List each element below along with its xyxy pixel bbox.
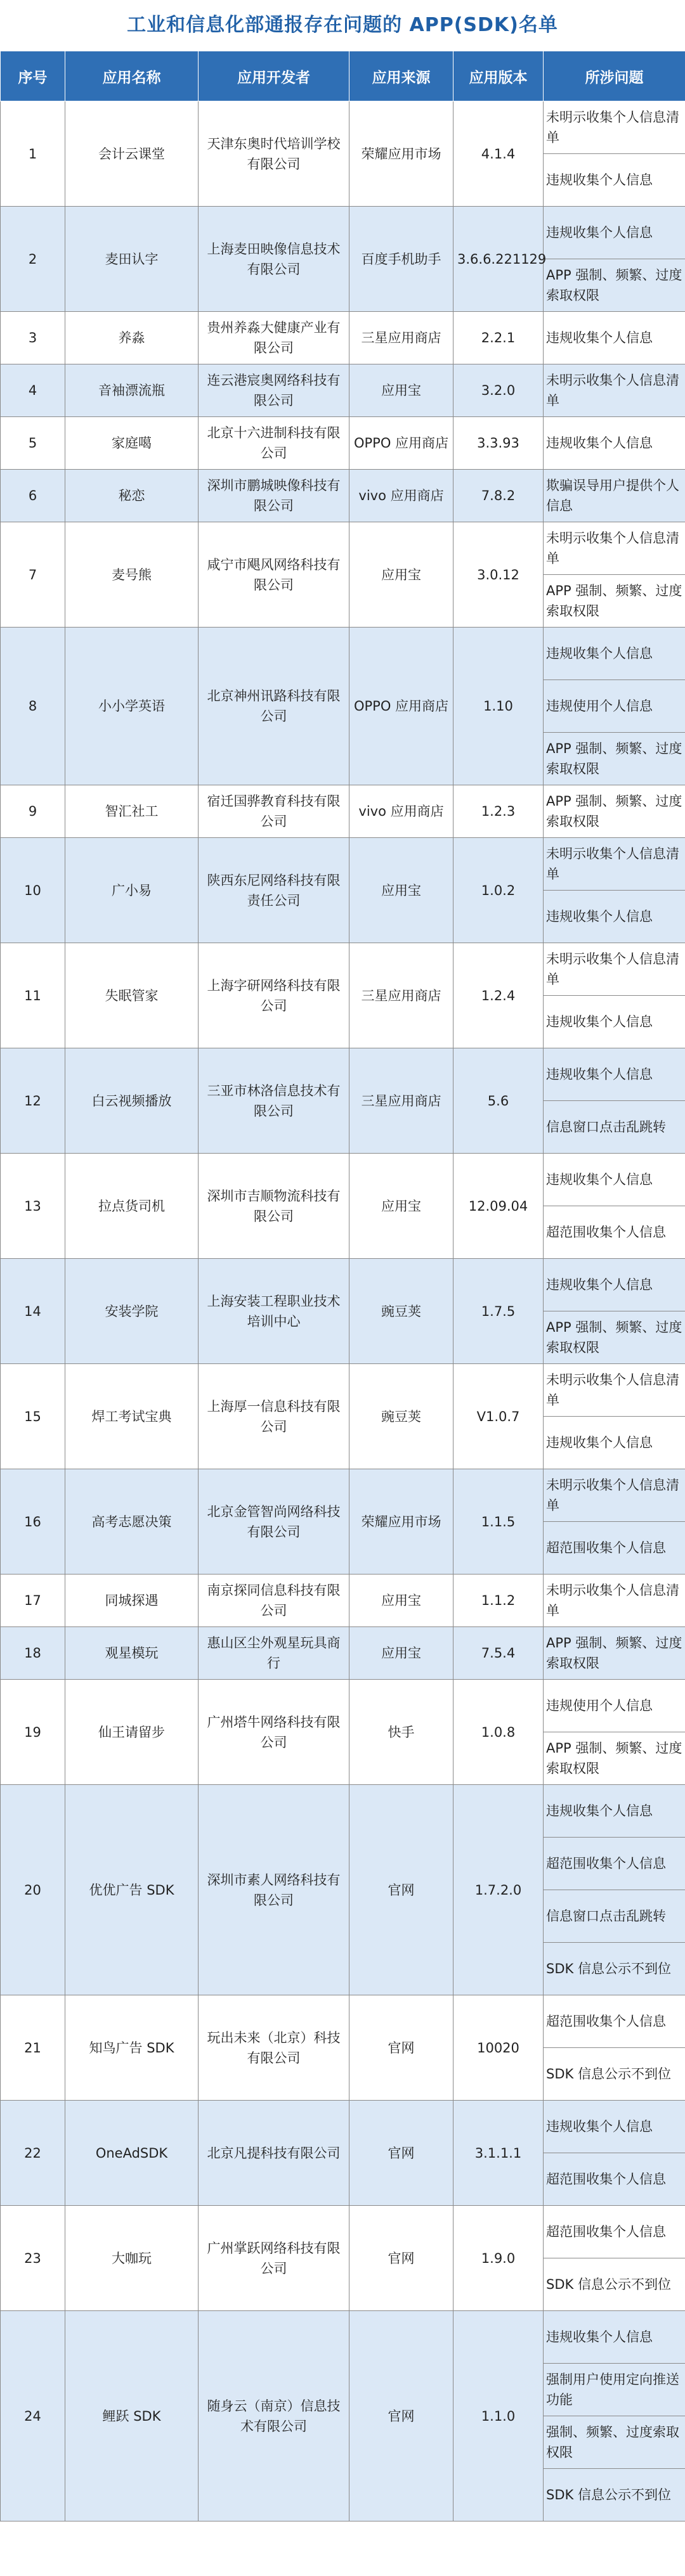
cell-app-name: OneAdSDK	[65, 2101, 199, 2206]
cell-issue: 超范围收集个人信息	[544, 1522, 685, 1575]
cell-app-name: 白云视频播放	[65, 1048, 199, 1154]
cell-app-name: 智汇社工	[65, 785, 199, 838]
cell-issue: 强制用户使用定向推送功能	[544, 2364, 685, 2416]
cell-developer: 上海厚一信息科技有限公司	[199, 1364, 349, 1469]
cell-issue: APP 强制、频繁、过度索取权限	[544, 785, 685, 838]
cell-developer: 随身云（南京）信息技术有限公司	[199, 2311, 349, 2521]
cell-source: 三星应用商店	[349, 1048, 453, 1154]
cell-app-name: 家庭噶	[65, 417, 199, 470]
cell-issue: 违规收集个人信息	[544, 2101, 685, 2153]
cell-app-name: 广小易	[65, 838, 199, 943]
cell-issue: APP 强制、频繁、过度索取权限	[544, 575, 685, 628]
cell-source: 三星应用商店	[349, 943, 453, 1048]
cell-issue: SDK 信息公示不到位	[544, 2048, 685, 2101]
cell-no: 18	[1, 1627, 65, 1680]
table-row	[1, 522, 685, 575]
cell-developer: 惠山区尘外观星玩具商行	[199, 1627, 349, 1680]
cell-developer: 玩出未来（北京）科技有限公司	[199, 1995, 349, 2101]
cell-version: V1.0.7	[453, 1364, 544, 1469]
cell-source: 应用宝	[349, 1154, 453, 1259]
cell-version: 1.10	[453, 628, 544, 785]
cell-issue: 未明示收集个人信息清单	[544, 1469, 685, 1522]
cell-issue: 违规收集个人信息	[544, 1154, 685, 1206]
cell-no: 6	[1, 470, 65, 522]
cell-version: 3.6.6.221129	[453, 207, 544, 312]
cell-version: 1.2.4	[453, 943, 544, 1048]
cell-developer: 三亚市林洛信息技术有限公司	[199, 1048, 349, 1154]
cell-no: 20	[1, 1785, 65, 1995]
cell-source: vivo 应用商店	[349, 785, 453, 838]
cell-app-name: 音袖漂流瓶	[65, 364, 199, 417]
cell-version: 10020	[453, 1995, 544, 2101]
page-title: 工业和信息化部通报存在问题的 APP(SDK)名单	[127, 14, 558, 36]
cell-source: 荣耀应用市场	[349, 101, 453, 207]
cell-issue: 违规收集个人信息	[544, 1417, 685, 1469]
header-version: 应用版本	[453, 51, 544, 101]
cell-no: 8	[1, 628, 65, 785]
cell-source: OPPO 应用商店	[349, 628, 453, 785]
cell-issue: 未明示收集个人信息清单	[544, 838, 685, 891]
cell-app-name: 会计云课堂	[65, 101, 199, 207]
cell-no: 17	[1, 1575, 65, 1627]
cell-developer: 陕西东尼网络科技有限责任公司	[199, 838, 349, 943]
cell-developer: 上海安装工程职业技术培训中心	[199, 1259, 349, 1364]
table-row	[1, 1575, 685, 1627]
cell-issue: 违规收集个人信息	[544, 996, 685, 1048]
cell-developer: 北京十六进制科技有限公司	[199, 417, 349, 470]
cell-no: 24	[1, 2311, 65, 2521]
cell-developer: 贵州养淼大健康产业有限公司	[199, 312, 349, 364]
cell-developer: 北京凡提科技有限公司	[199, 2101, 349, 2206]
cell-developer: 南京探同信息科技有限公司	[199, 1575, 349, 1627]
cell-source: 官网	[349, 1785, 453, 1995]
cell-developer: 宿迁国骅教育科技有限公司	[199, 785, 349, 838]
cell-issue: APP 强制、频繁、过度索取权限	[544, 1311, 685, 1364]
cell-developer: 广州塔牛网络科技有限公司	[199, 1680, 349, 1785]
cell-issue: 违规收集个人信息	[544, 891, 685, 943]
cell-issue: SDK 信息公示不到位	[544, 2469, 685, 2521]
cell-app-name: 同城探遇	[65, 1575, 199, 1627]
cell-no: 1	[1, 101, 65, 207]
cell-issue: SDK 信息公示不到位	[544, 2258, 685, 2311]
cell-no: 7	[1, 522, 65, 628]
cell-version: 7.5.4	[453, 1627, 544, 1680]
header-no: 序号	[1, 51, 65, 101]
table-row	[1, 1785, 685, 1838]
cell-app-name: 鲤跃 SDK	[65, 2311, 199, 2521]
header-app-name: 应用名称	[65, 51, 199, 101]
cell-issue: 超范围收集个人信息	[544, 1206, 685, 1259]
cell-issue: APP 强制、频繁、过度索取权限	[544, 259, 685, 312]
cell-issue: 违规收集个人信息	[544, 154, 685, 207]
cell-version: 3.2.0	[453, 364, 544, 417]
table-row	[1, 101, 685, 154]
cell-developer: 上海麦田映像信息技术有限公司	[199, 207, 349, 312]
cell-no: 9	[1, 785, 65, 838]
cell-app-name: 安装学院	[65, 1259, 199, 1364]
cell-source: 官网	[349, 2311, 453, 2521]
table-row	[1, 838, 685, 891]
table-row	[1, 628, 685, 680]
cell-app-name: 失眠管家	[65, 943, 199, 1048]
cell-developer: 深圳市鹏城映像科技有限公司	[199, 470, 349, 522]
cell-app-name: 高考志愿决策	[65, 1469, 199, 1575]
cell-issue: 未明示收集个人信息清单	[544, 943, 685, 996]
cell-developer: 深圳市吉顺物流科技有限公司	[199, 1154, 349, 1259]
cell-issue: 超范围收集个人信息	[544, 1995, 685, 2048]
app-list-table	[0, 51, 685, 2521]
cell-no: 13	[1, 1154, 65, 1259]
cell-issue: 信息窗口点击乱跳转	[544, 1890, 685, 1943]
cell-no: 14	[1, 1259, 65, 1364]
cell-version: 1.7.5	[453, 1259, 544, 1364]
cell-app-name: 观星模玩	[65, 1627, 199, 1680]
cell-developer: 北京神州讯路科技有限公司	[199, 628, 349, 785]
cell-app-name: 秘恋	[65, 470, 199, 522]
cell-developer: 广州掌跃网络科技有限公司	[199, 2206, 349, 2311]
cell-issue: 欺骗误导用户提供个人信息	[544, 470, 685, 522]
cell-version: 7.8.2	[453, 470, 544, 522]
table-row	[1, 312, 685, 364]
cell-issue: 违规收集个人信息	[544, 207, 685, 259]
cell-source: 荣耀应用市场	[349, 1469, 453, 1575]
cell-version: 4.1.4	[453, 101, 544, 207]
cell-developer: 北京金管智尚网络科技有限公司	[199, 1469, 349, 1575]
cell-version: 1.2.3	[453, 785, 544, 838]
cell-developer: 上海字研网络科技有限公司	[199, 943, 349, 1048]
cell-no: 4	[1, 364, 65, 417]
table-row	[1, 1154, 685, 1206]
header-issues: 所涉问题	[544, 51, 685, 101]
cell-source: vivo 应用商店	[349, 470, 453, 522]
cell-no: 22	[1, 2101, 65, 2206]
cell-no: 3	[1, 312, 65, 364]
cell-source: OPPO 应用商店	[349, 417, 453, 470]
cell-no: 15	[1, 1364, 65, 1469]
cell-issue: 违规收集个人信息	[544, 2311, 685, 2364]
cell-source: 应用宝	[349, 522, 453, 628]
cell-version: 1.0.2	[453, 838, 544, 943]
cell-issue: 违规收集个人信息	[544, 1259, 685, 1311]
table-row	[1, 2206, 685, 2258]
cell-version: 1.1.2	[453, 1575, 544, 1627]
cell-issue: 违规收集个人信息	[544, 1785, 685, 1838]
cell-issue: 违规使用个人信息	[544, 1680, 685, 1732]
table-row	[1, 1364, 685, 1417]
cell-issue: 未明示收集个人信息清单	[544, 1364, 685, 1417]
cell-issue: 未明示收集个人信息清单	[544, 101, 685, 154]
table-row	[1, 417, 685, 470]
cell-developer: 天津东奥时代培训学校有限公司	[199, 101, 349, 207]
cell-no: 16	[1, 1469, 65, 1575]
cell-app-name: 拉点货司机	[65, 1154, 199, 1259]
cell-version: 1.7.2.0	[453, 1785, 544, 1995]
table-row	[1, 1048, 685, 1101]
cell-issue: 未明示收集个人信息清单	[544, 364, 685, 417]
table-row	[1, 1627, 685, 1680]
table-row	[1, 2311, 685, 2364]
cell-no: 12	[1, 1048, 65, 1154]
table-header-row	[1, 51, 685, 101]
cell-no: 10	[1, 838, 65, 943]
cell-app-name: 麦田认字	[65, 207, 199, 312]
table-row	[1, 1469, 685, 1522]
cell-app-name: 仙王请留步	[65, 1680, 199, 1785]
cell-issue: 信息窗口点击乱跳转	[544, 1101, 685, 1154]
cell-source: 三星应用商店	[349, 312, 453, 364]
cell-issue: APP 强制、频繁、过度索取权限	[544, 1627, 685, 1680]
cell-app-name: 焊工考试宝典	[65, 1364, 199, 1469]
cell-no: 19	[1, 1680, 65, 1785]
cell-issue: 违规收集个人信息	[544, 417, 685, 470]
cell-version: 3.3.93	[453, 417, 544, 470]
table-row	[1, 207, 685, 259]
cell-no: 5	[1, 417, 65, 470]
cell-developer: 深圳市素人网络科技有限公司	[199, 1785, 349, 1995]
cell-source: 百度手机助手	[349, 207, 453, 312]
cell-developer: 连云港宸奥网络科技有限公司	[199, 364, 349, 417]
table-row	[1, 785, 685, 838]
cell-no: 21	[1, 1995, 65, 2101]
cell-version: 1.1.0	[453, 2311, 544, 2521]
cell-version: 3.0.12	[453, 522, 544, 628]
cell-version: 1.1.5	[453, 1469, 544, 1575]
table-row	[1, 943, 685, 996]
cell-issue: APP 强制、频繁、过度索取权限	[544, 1732, 685, 1785]
cell-issue: 超范围收集个人信息	[544, 2206, 685, 2258]
cell-source: 应用宝	[349, 838, 453, 943]
cell-issue: 超范围收集个人信息	[544, 2153, 685, 2206]
cell-app-name: 优优广告 SDK	[65, 1785, 199, 1995]
cell-source: 官网	[349, 1995, 453, 2101]
cell-no: 11	[1, 943, 65, 1048]
table-row	[1, 1259, 685, 1311]
cell-no: 23	[1, 2206, 65, 2311]
table-row	[1, 1680, 685, 1732]
cell-version: 3.1.1.1	[453, 2101, 544, 2206]
cell-app-name: 大咖玩	[65, 2206, 199, 2311]
table-body	[1, 101, 685, 2521]
cell-app-name: 麦号熊	[65, 522, 199, 628]
cell-no: 2	[1, 207, 65, 312]
cell-issue: 违规收集个人信息	[544, 1048, 685, 1101]
header-source: 应用来源	[349, 51, 453, 101]
table-row	[1, 364, 685, 417]
cell-source: 应用宝	[349, 1575, 453, 1627]
cell-version: 1.9.0	[453, 2206, 544, 2311]
cell-app-name: 小小学英语	[65, 628, 199, 785]
cell-app-name: 知鸟广告 SDK	[65, 1995, 199, 2101]
cell-source: 官网	[349, 2206, 453, 2311]
cell-source: 快手	[349, 1680, 453, 1785]
cell-issue: 超范围收集个人信息	[544, 1838, 685, 1890]
cell-issue: APP 强制、频繁、过度索取权限	[544, 733, 685, 785]
cell-source: 应用宝	[349, 1627, 453, 1680]
cell-version: 12.09.04	[453, 1154, 544, 1259]
cell-source: 应用宝	[349, 364, 453, 417]
cell-issue: 强制、频繁、过度索取权限	[544, 2416, 685, 2469]
cell-issue: 未明示收集个人信息清单	[544, 522, 685, 575]
cell-issue: 违规收集个人信息	[544, 312, 685, 364]
cell-source: 豌豆荚	[349, 1364, 453, 1469]
header-developer: 应用开发者	[199, 51, 349, 101]
cell-version: 5.6	[453, 1048, 544, 1154]
cell-source: 豌豆荚	[349, 1259, 453, 1364]
cell-version: 2.2.1	[453, 312, 544, 364]
table-row	[1, 1995, 685, 2048]
cell-source: 官网	[349, 2101, 453, 2206]
cell-app-name: 养淼	[65, 312, 199, 364]
table-row	[1, 2101, 685, 2153]
cell-issue: 未明示收集个人信息清单	[544, 1575, 685, 1627]
cell-issue: 违规使用个人信息	[544, 680, 685, 733]
cell-developer: 咸宁市飓风网络科技有限公司	[199, 522, 349, 628]
cell-version: 1.0.8	[453, 1680, 544, 1785]
cell-issue: SDK 信息公示不到位	[544, 1943, 685, 1995]
cell-issue: 违规收集个人信息	[544, 628, 685, 680]
table-row	[1, 470, 685, 522]
